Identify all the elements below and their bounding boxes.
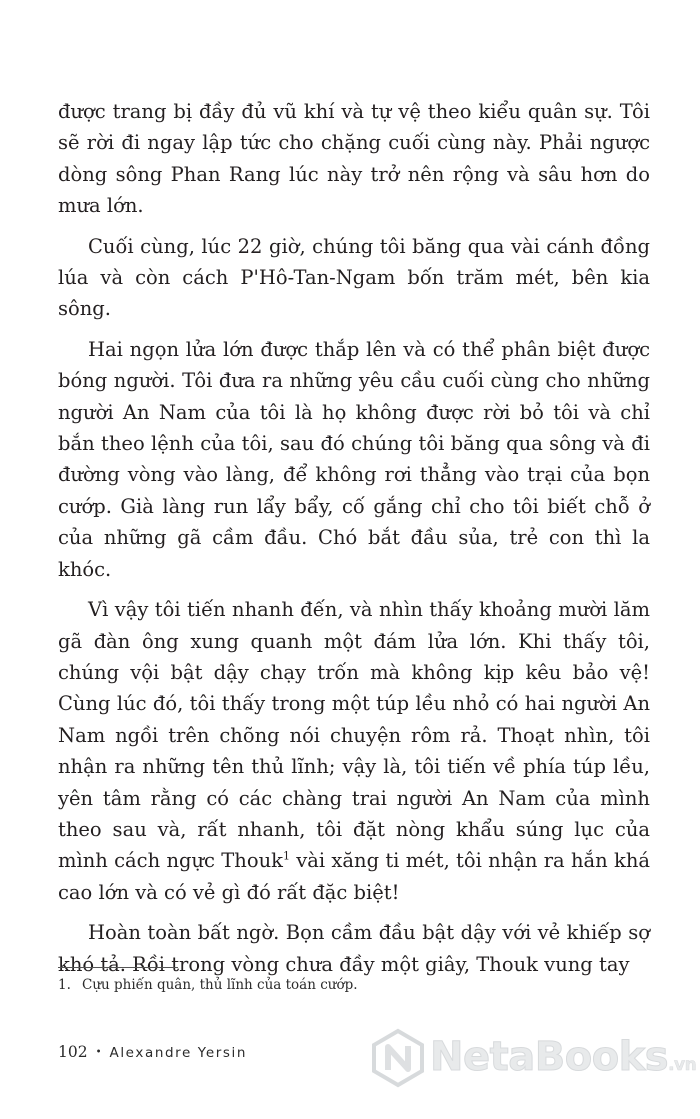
netabooks-logo-icon [368,1028,428,1088]
running-author: Alexandre Yersin [109,1045,248,1061]
footnote-reference[interactable]: 1 [282,849,290,863]
page-footer [58,1043,247,1061]
body-text [58,96,650,989]
footnote-text: Cựu phiến quân, thủ lĩnh của toán cướp. [82,977,358,993]
paragraph-4-continuation: vài xăng ti mét, tôi nhận ra hắn khá cao lớn và có vẻ gì đó rất đặc biệt! [58,849,651,904]
netabooks-watermark [368,1020,698,1100]
page-number: 102 [58,1043,88,1061]
paragraph-2: Cuối cùng, lúc 22 giờ, chúng tôi băng qua vài cánh đồng lúa và còn cách P'Hô-Tan-Ngam bốn trăm mét, bên kia sông. [58,234,650,321]
watermark-tld: .vn [668,1055,697,1075]
paragraph-4-name: Thouk [221,849,283,873]
paragraph-5: Hoàn toàn bất ngờ. Bọn cầm đầu bật dậy với vẻ khiếp sợ khó tả. Rồi trong vòng chưa đầy một giây, Thouk vung tay [58,921,650,976]
footnote-divider [58,967,178,968]
paragraph-1: được trang bị đầy đủ vũ khí và tự vệ theo kiểu quân sự. Tôi sẽ rời đi ngay lập tức cho chặng cuối cùng này. Phải ngược dòng sông Phan Rang lúc này trở nên rộng và sâu hơn do mưa lớn. [58,100,650,218]
footnote [58,976,358,994]
paragraph-4-text: Vì vậy tôi tiến nhanh đến, và nhìn thấy khoảng mười lăm gã đàn ông xung quanh một đám lửa lớn. Khi thấy tôi, chúng vội bật dậy chạy trốn mà không kịp kêu bảo vệ! Cùng lúc đó, tôi thấy trong một túp lều nhỏ có hai người An Nam ngồi trên chõng nói chuyện rôm rả. Thoạt nhìn, tôi nhận ra những tên thủ lĩnh; vậy là, tôi tiến về phía túp lều, yên tâm rằng có các chàng trai người An Nam của mình theo sau và, rất nhanh, tôi đặt nòng khẩu súng lục của mình cách ngực [58,598,650,873]
folio-separator: • [95,1047,102,1058]
paragraph-3: Hai ngọn lửa lớn được thắp lên và có thể phân biệt được bóng người. Tôi đưa ra những yêu cầu cuối cùng cho những người An Nam của tôi là họ không được rời bỏ tôi và chỉ bắn theo lệnh của tôi, sau đó chúng tôi băng qua sông và đi đường vòng vào làng, để không rơi thẳng vào trại của bọn cướp. Già làng run lẩy bẩy, cố gắng chỉ cho tôi biết chỗ ở của những gã cầm đầu. Chó bắt đầu sủa, trẻ con thì la khóc. [58,337,650,581]
watermark-brand: NetaBooks [430,1034,669,1080]
paragraph-4 [58,594,650,908]
watermark-text [430,1034,696,1080]
footnote-number: 1. [58,977,71,993]
